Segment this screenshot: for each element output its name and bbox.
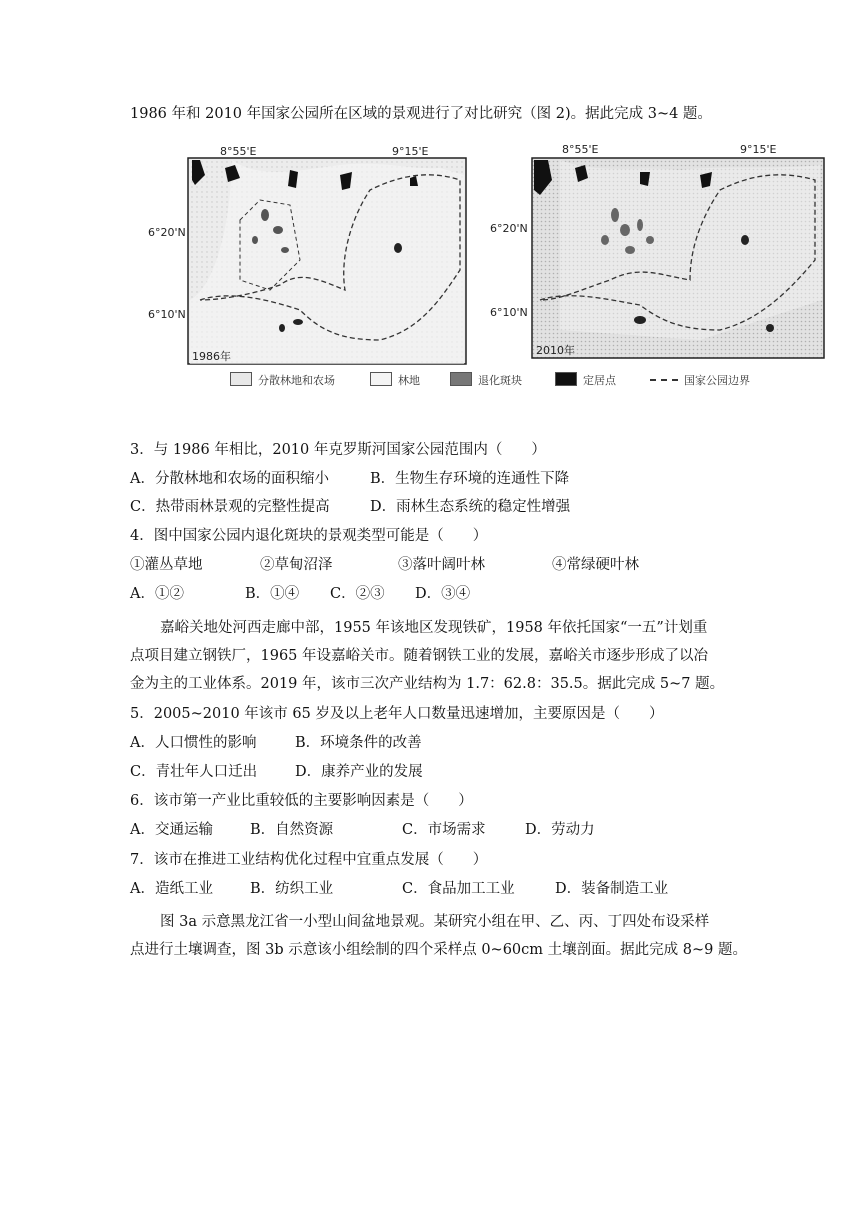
map1-lon-left: 8°55'E (220, 145, 257, 158)
q6-option-a[interactable]: A．交通运输 (130, 822, 213, 838)
map-2010 (490, 143, 824, 358)
q3-option-b[interactable]: B．生物生存环境的连通性下降 (370, 471, 570, 487)
passage2-line-3: 金为主的工业体系。2019 年，该市三次产业结构为 1.7：62.8：35.5。据此完成 5~7 题。 (130, 676, 725, 692)
q7-option-c[interactable]: C．食品加工工业 (402, 881, 515, 897)
q7-option-a[interactable]: A．造纸工业 (130, 881, 213, 897)
legend-swatch (450, 372, 472, 386)
q6-option-c[interactable]: C．市场需求 (402, 822, 486, 838)
legend-item-settlement: 定居点 (555, 372, 616, 388)
map1-lon-right: 9°15'E (392, 145, 429, 158)
q6-stem: 6．该市第一产业比重较低的主要影响因素是（ ） (130, 793, 473, 809)
intro-text: 1986 年和 2010 年国家公园所在区域的景观进行了对比研究（图 2)。据此完成 3~4 题。 (130, 106, 712, 122)
q4-option-d[interactable]: D．③④ (415, 586, 471, 602)
q7-option-d[interactable]: D．装备制造工业 (555, 881, 669, 897)
q5-option-a[interactable]: A．人口惯性的影响 (130, 735, 257, 751)
map1-year: 1986年 (192, 350, 231, 363)
map-1986 (148, 145, 466, 364)
q3-option-d[interactable]: D．雨林生态系统的稳定性增强 (370, 499, 571, 515)
legend-item-scattered-farm: 分散林地和农场 (230, 372, 335, 388)
map2-lat-bottom: 6°10'N (490, 306, 528, 319)
passage2-line-2: 点项目建立钢铁厂，1965 年设嘉峪关市。随着钢铁工业的发展，嘉峪关市逐步形成了以冶 (130, 648, 709, 664)
q4-option-a[interactable]: A．①② (130, 586, 184, 602)
passage2-line-1: 嘉峪关地处河西走廊中部，1955 年该地区发现铁矿，1958 年依托国家“一五”计划重 (160, 620, 708, 636)
q4-stem: 4．图中国家公园内退化斑块的景观类型可能是（ ） (130, 528, 488, 544)
map1-lat-top: 6°20'N (148, 226, 186, 239)
map1-lat-bottom: 6°10'N (148, 308, 186, 321)
q6-option-b[interactable]: B．自然资源 (250, 822, 334, 838)
q5-option-b[interactable]: B．环境条件的改善 (295, 735, 422, 751)
q5-option-d[interactable]: D．康养产业的发展 (295, 764, 423, 780)
q5-stem: 5．2005~2010 年该市 65 岁及以上老年人口数量迅速增加，主要原因是（ ） (130, 706, 664, 722)
q4-item-2: ②草甸沼泽 (260, 557, 333, 573)
map2-year: 2010年 (536, 344, 575, 357)
legend-item-boundary: 国家公园边界 (650, 372, 750, 388)
q3-option-a[interactable]: A．分散林地和农场的面积缩小 (130, 471, 329, 487)
figure-2-maps (0, 0, 860, 400)
q3-stem: 3．与 1986 年相比，2010 年克罗斯河国家公园范围内（ ） (130, 442, 546, 458)
legend-swatch (230, 372, 252, 386)
q4-item-3: ③落叶阔叶林 (398, 557, 485, 573)
q3-option-c[interactable]: C．热带雨林景观的完整性提高 (130, 499, 330, 515)
map2-lon-right: 9°15'E (740, 143, 777, 156)
map2-lat-top: 6°20'N (490, 222, 528, 235)
q7-option-b[interactable]: B．纺织工业 (250, 881, 334, 897)
legend-swatch (555, 372, 577, 386)
q4-item-1: ①灌丛草地 (130, 557, 203, 573)
legend-dash-line (650, 379, 678, 381)
legend-item-degraded: 退化斑块 (450, 372, 522, 388)
passage3-line-2: 点进行土壤调查，图 3b 示意该小组绘制的四个采样点 0~60cm 土壤剖面。据此完成 8~9 题。 (130, 942, 747, 958)
q5-option-c[interactable]: C．青壮年人口迁出 (130, 764, 258, 780)
q7-stem: 7．该市在推进工业结构优化过程中宜重点发展（ ） (130, 852, 488, 868)
legend-item-forest: 林地 (370, 372, 420, 388)
q4-item-4: ④常绿硬叶林 (552, 557, 639, 573)
passage3-line-1: 图 3a 示意黑龙江省一小型山间盆地景观。某研究小组在甲、乙、丙、丁四处布设采样 (160, 914, 710, 930)
q6-option-d[interactable]: D．劳动力 (525, 822, 595, 838)
map2-lon-left: 8°55'E (562, 143, 599, 156)
q4-option-b[interactable]: B．①④ (245, 586, 300, 602)
legend-swatch (370, 372, 392, 386)
q4-option-c[interactable]: C．②③ (330, 586, 385, 602)
